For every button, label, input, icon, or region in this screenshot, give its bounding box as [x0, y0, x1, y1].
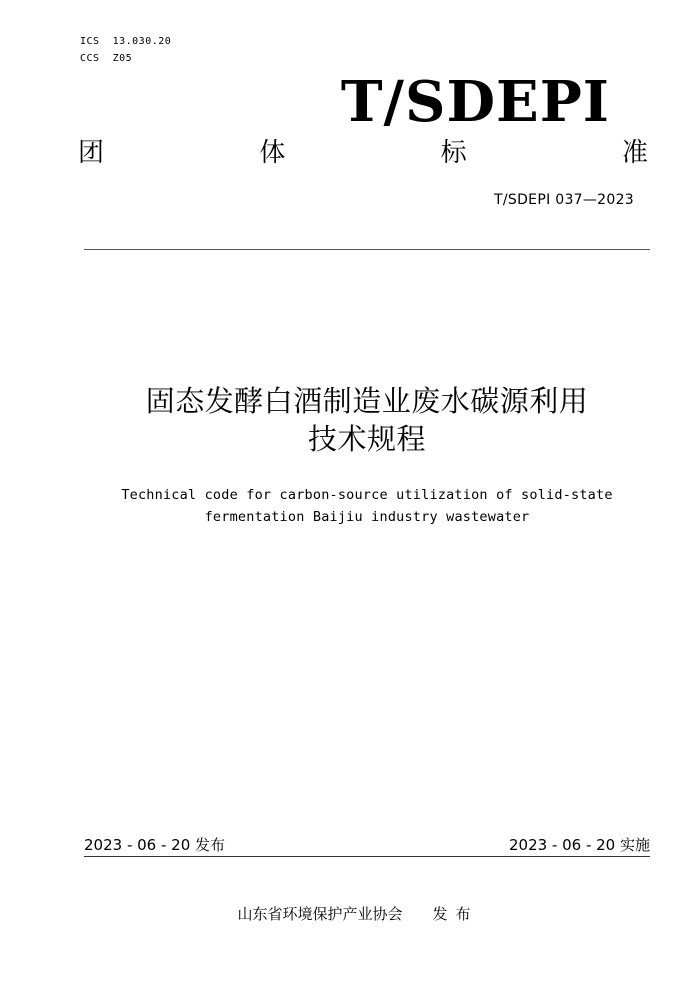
- publisher-action: 发布: [432, 905, 479, 923]
- standard-type-char: 准: [621, 138, 648, 168]
- publisher-name: 山东省环境保护产业协会: [237, 905, 403, 923]
- chinese-title-line: 固态发酵白酒制造业废水碳源利用: [145, 384, 589, 418]
- ccs-code: CCS Z05: [80, 53, 133, 64]
- publish-date: 2023 - 06 - 20 发布: [84, 836, 226, 854]
- standard-type-char: 标: [440, 138, 467, 168]
- standard-type-char: 体: [259, 138, 286, 168]
- header-divider: [84, 249, 650, 250]
- publisher-line: [0, 904, 700, 924]
- chinese-title-line: 技术规程: [307, 422, 426, 456]
- english-title: [0, 484, 700, 528]
- standard-number: T/SDEPI 037—2023: [494, 192, 634, 208]
- standard-logo: T/SDEPI: [340, 69, 610, 135]
- standard-type-heading: [78, 136, 648, 170]
- ics-code: ICS 13.030.20: [80, 36, 172, 47]
- chinese-title: [0, 382, 700, 458]
- footer-divider: [84, 856, 650, 857]
- implementation-date: 2023 - 06 - 20 实施: [508, 836, 650, 854]
- standard-type-char: 团: [78, 138, 105, 168]
- english-title-line: Technical code for carbon-source utilization of solid-state: [121, 487, 613, 503]
- english-title-line: fermentation Baijiu industry wastewater: [204, 509, 530, 525]
